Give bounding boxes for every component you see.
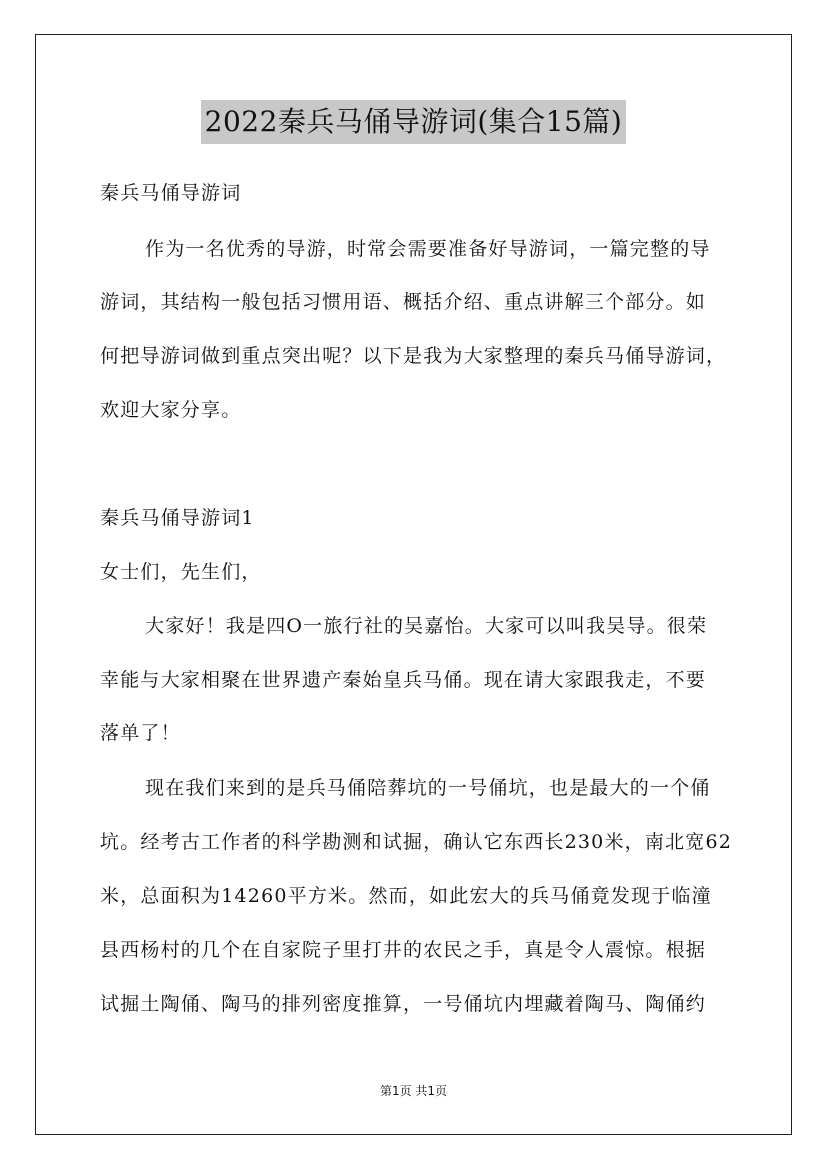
paragraph-line: 现在我们来到的是兵马俑陪葬坑的一号俑坑，也是最大的一个俑 xyxy=(145,777,711,799)
intro-line: 游词，其结构一般包括习惯用语、概括介绍、重点讲解三个部分。如 xyxy=(100,291,707,313)
intro-line: 作为一名优秀的导游，时常会需要准备好导游词，一篇完整的导 xyxy=(145,238,711,260)
greeting-line: 女士们，先生们， xyxy=(100,561,262,583)
title-container xyxy=(0,100,827,144)
document-title: 2022秦兵马俑导游词(集合15篇) xyxy=(201,100,627,144)
paragraph-line: 坑。经考古工作者的科学勘测和试掘，确认它东西长230米，南北宽62 xyxy=(100,831,733,853)
paragraph-line: 县西杨村的几个在自家院子里打井的农民之手，真是令人震惊。根据 xyxy=(100,939,707,961)
intro-heading: 秦兵马俑导游词 xyxy=(100,182,242,204)
paragraph-line: 试掘土陶俑、陶马的排列密度推算，一号俑坑内埋藏着陶马、陶俑约 xyxy=(100,993,707,1015)
paragraph-line: 落单了！ xyxy=(100,722,181,744)
paragraph-line: 米，总面积为14260平方米。然而，如此宏大的兵马俑竟发现于临潼 xyxy=(100,885,712,907)
paragraph-line: 幸能与大家相聚在世界遗产秦始皇兵马俑。现在请大家跟我走，不要 xyxy=(100,669,707,691)
intro-line: 欢迎大家分享。 xyxy=(100,399,242,421)
page-number-footer: 第1页 共1页 xyxy=(379,1084,448,1098)
paragraph-line: 大家好！我是四O一旅行社的吴嘉怡。大家可以叫我吴导。很荣 xyxy=(145,615,708,637)
intro-line: 何把导游词做到重点突出呢？以下是我为大家整理的秦兵马俑导游词， xyxy=(100,345,727,367)
section-heading: 秦兵马俑导游词1 xyxy=(100,507,255,529)
